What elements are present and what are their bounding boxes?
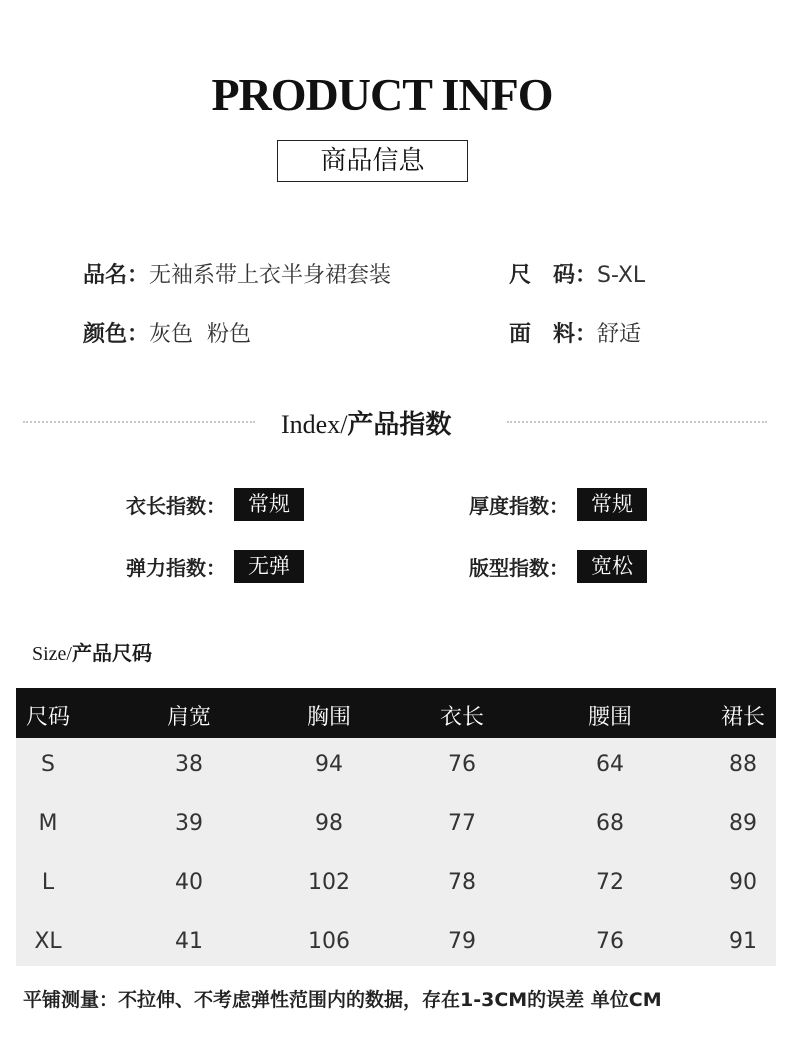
table-header-cell: 胸围	[306, 705, 351, 730]
table-cell: 76	[448, 752, 476, 777]
table-header-cell: 肩宽	[166, 705, 211, 730]
table-cell: 88	[729, 752, 757, 777]
table-cell: 68	[596, 811, 624, 836]
info-color	[83, 317, 251, 348]
size-table	[16, 688, 776, 966]
size-title-zh: 产品尺码	[72, 641, 152, 665]
table-cell: XL	[34, 929, 62, 954]
index-label: 弹力指数：	[126, 556, 226, 580]
table-cell: 90	[729, 870, 757, 895]
index-item	[126, 488, 304, 521]
table-cell: 91	[729, 929, 757, 954]
info-value: 舒适	[597, 322, 642, 347]
table-cell: 98	[315, 811, 343, 836]
table-cell: 89	[729, 811, 757, 836]
table-cell: 79	[448, 929, 476, 954]
table-cell: M	[38, 811, 58, 836]
index-section-title	[281, 404, 451, 441]
table-header-cell: 裙长	[720, 705, 765, 730]
table-cell: 78	[448, 870, 476, 895]
table-cell: 39	[175, 811, 203, 836]
index-label: 版型指数：	[469, 556, 569, 580]
index-badge: 常规	[234, 488, 304, 521]
table-cell: 102	[308, 870, 350, 895]
index-badge: 无弹	[234, 550, 304, 583]
index-label: 衣长指数：	[126, 494, 226, 518]
page-title: PRODUCT INFO	[211, 69, 553, 120]
table-body	[16, 738, 776, 966]
index-badge: 宽松	[577, 550, 647, 583]
info-label: 颜色：	[83, 322, 150, 347]
table-cell: 76	[596, 929, 624, 954]
divider-right	[507, 421, 767, 423]
index-item	[469, 488, 647, 521]
info-product-name	[83, 258, 391, 289]
index-badge: 常规	[577, 488, 647, 521]
table-cell: 94	[315, 752, 343, 777]
table-cell: 72	[596, 870, 624, 895]
divider-left	[23, 421, 255, 423]
info-label: 面 料：	[509, 322, 598, 347]
table-cell: 38	[175, 752, 203, 777]
size-title-en: Size/	[32, 643, 72, 665]
info-fabric	[509, 317, 641, 348]
size-section-title	[32, 637, 152, 666]
page-subtitle: 商品信息	[277, 140, 468, 182]
table-cell: 77	[448, 811, 476, 836]
info-label: 尺 码：	[509, 263, 598, 288]
info-value: 灰色 粉色	[149, 322, 252, 347]
table-header-cell: 尺码	[25, 705, 70, 730]
table-header-row	[16, 688, 776, 738]
info-value: 无袖系带上衣半身裙套装	[149, 263, 392, 288]
index-label: 厚度指数：	[469, 494, 569, 518]
table-cell: 41	[175, 929, 203, 954]
table-cell: 64	[596, 752, 624, 777]
table-cell: 40	[175, 870, 203, 895]
index-title-en: Index/	[281, 410, 348, 439]
index-title-zh: 产品指数	[347, 410, 452, 440]
table-header-cell: 衣长	[439, 705, 484, 730]
index-item	[126, 550, 304, 583]
info-label: 品名：	[83, 263, 150, 288]
info-value: S-XL	[597, 263, 646, 288]
index-item	[469, 550, 647, 583]
table-header-cell: 腰围	[587, 705, 632, 730]
measurement-note: 平铺测量：不拉伸、不考虑弹性范围内的数据，存在1-3CM的误差 单位CM	[23, 989, 662, 1011]
table-cell: 106	[308, 929, 350, 954]
table-cell: L	[41, 870, 55, 895]
info-size-range	[509, 258, 645, 289]
table-cell: S	[41, 752, 55, 777]
